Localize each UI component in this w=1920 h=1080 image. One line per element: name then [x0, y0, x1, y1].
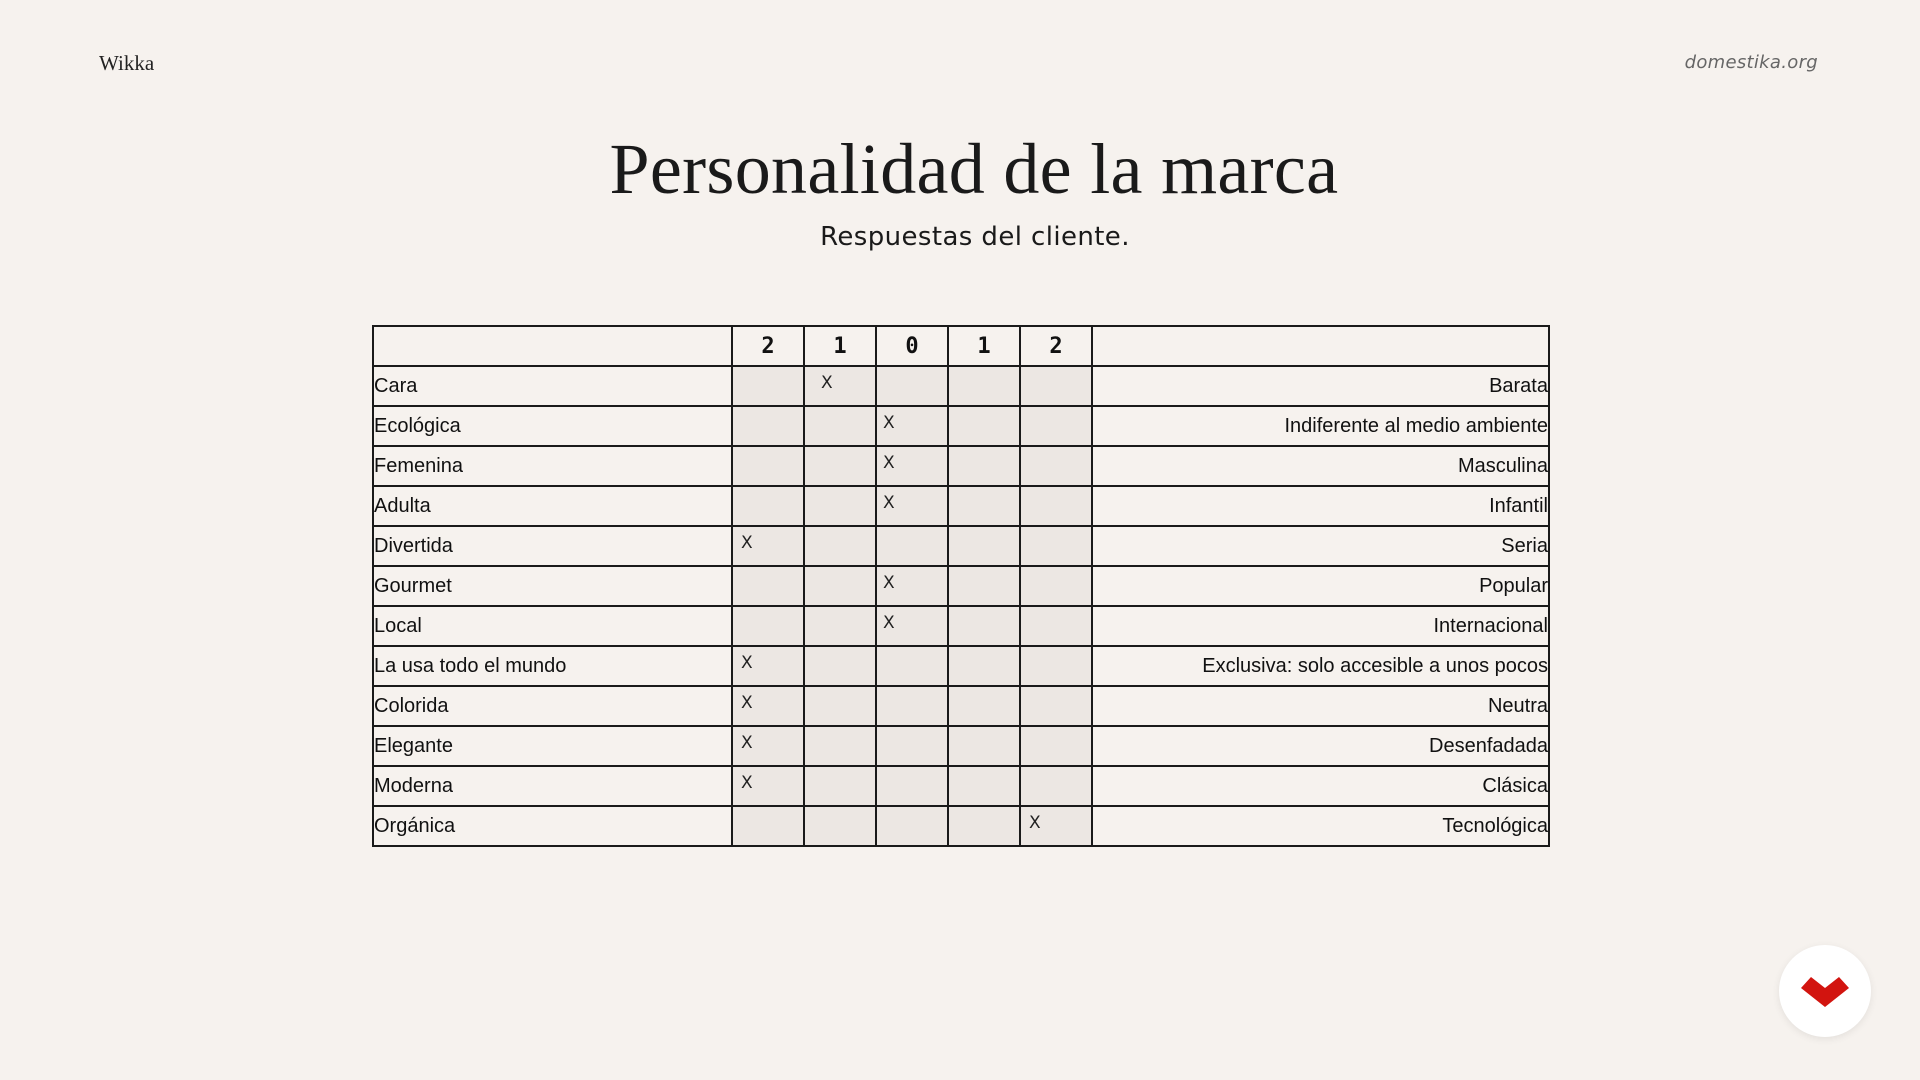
scale-cell[interactable]: [876, 766, 948, 806]
scale-cell[interactable]: [804, 686, 876, 726]
scale-header-cell: 0: [876, 326, 948, 366]
x-mark-icon: X: [741, 733, 753, 753]
scale-cell[interactable]: [732, 766, 804, 806]
scale-cell[interactable]: [1020, 606, 1092, 646]
scale-cell[interactable]: [732, 446, 804, 486]
table-row: [373, 366, 1549, 406]
table-row: [373, 566, 1549, 606]
right-attribute: Neutra: [1092, 686, 1549, 726]
scale-cell[interactable]: [1020, 526, 1092, 566]
scale-cell[interactable]: [732, 726, 804, 766]
header-empty-right: [1092, 326, 1549, 366]
left-attribute: Cara: [373, 366, 732, 406]
scale-cell[interactable]: [732, 566, 804, 606]
right-attribute: Popular: [1092, 566, 1549, 606]
scale-header-cell: 1: [804, 326, 876, 366]
table-row: [373, 486, 1549, 526]
scale-cell[interactable]: [732, 486, 804, 526]
scale-cell[interactable]: [804, 646, 876, 686]
right-attribute: Indiferente al medio ambiente: [1092, 406, 1549, 446]
scale-cell[interactable]: [1020, 486, 1092, 526]
scale-header-row: [373, 326, 1549, 366]
scale-cell[interactable]: [804, 446, 876, 486]
table-row: [373, 646, 1549, 686]
scale-cell[interactable]: [732, 366, 804, 406]
left-attribute: Divertida: [373, 526, 732, 566]
scale-cell[interactable]: [1020, 646, 1092, 686]
scale-cell[interactable]: [948, 566, 1020, 606]
scale-cell[interactable]: [948, 646, 1020, 686]
x-mark-icon: X: [883, 613, 895, 633]
scale-cell[interactable]: [804, 366, 876, 406]
x-mark-icon: X: [883, 413, 895, 433]
left-attribute: Colorida: [373, 686, 732, 726]
scale-cell[interactable]: [876, 406, 948, 446]
scale-cell[interactable]: [1020, 686, 1092, 726]
table-row: [373, 606, 1549, 646]
scale-cell[interactable]: [876, 686, 948, 726]
table-row: [373, 686, 1549, 726]
scale-cell[interactable]: [804, 486, 876, 526]
right-attribute: Clásica: [1092, 766, 1549, 806]
left-attribute: Moderna: [373, 766, 732, 806]
left-attribute: La usa todo el mundo: [373, 646, 732, 686]
scale-header-cell: 2: [1020, 326, 1092, 366]
left-attribute: Local: [373, 606, 732, 646]
left-attribute: Femenina: [373, 446, 732, 486]
scale-cell[interactable]: [948, 446, 1020, 486]
table-row: [373, 766, 1549, 806]
scale-header-cell: 2: [732, 326, 804, 366]
table-row: [373, 446, 1549, 486]
scale-cell[interactable]: [876, 646, 948, 686]
scale-cell[interactable]: [1020, 406, 1092, 446]
scale-cell[interactable]: [732, 806, 804, 846]
scale-cell[interactable]: [1020, 366, 1092, 406]
table-row: [373, 526, 1549, 566]
left-attribute: Adulta: [373, 486, 732, 526]
scale-cell[interactable]: [1020, 726, 1092, 766]
scale-cell[interactable]: [732, 606, 804, 646]
page-subtitle: Respuestas del cliente.: [820, 222, 1130, 252]
scale-cell[interactable]: [804, 566, 876, 606]
scale-cell[interactable]: [948, 726, 1020, 766]
table-row: [373, 806, 1549, 846]
x-mark-icon: X: [883, 453, 895, 473]
scale-cell[interactable]: [804, 406, 876, 446]
scale-cell[interactable]: [876, 726, 948, 766]
scale-cell[interactable]: [732, 526, 804, 566]
left-attribute: Gourmet: [373, 566, 732, 606]
scale-cell[interactable]: [876, 566, 948, 606]
table-row: [373, 406, 1549, 446]
scale-cell[interactable]: [876, 526, 948, 566]
scale-cell[interactable]: [876, 486, 948, 526]
x-mark-icon: X: [1029, 813, 1041, 833]
logo-shape: [1801, 977, 1849, 1007]
domestika-logo-button[interactable]: [1779, 945, 1871, 1037]
scale-cell[interactable]: [804, 606, 876, 646]
domestika-logo-icon: [1799, 973, 1851, 1009]
x-mark-icon: X: [883, 493, 895, 513]
x-mark-icon: X: [741, 693, 753, 713]
scale-cell[interactable]: [732, 406, 804, 446]
scale-cell[interactable]: [948, 406, 1020, 446]
right-attribute: Masculina: [1092, 446, 1549, 486]
scale-cell[interactable]: [876, 446, 948, 486]
scale-header-cell: 1: [948, 326, 1020, 366]
header-empty-left: [373, 326, 732, 366]
scale-cell[interactable]: [948, 526, 1020, 566]
scale-cell[interactable]: [948, 606, 1020, 646]
scale-cell[interactable]: [804, 526, 876, 566]
brand-name: Wikka: [99, 51, 155, 75]
scale-cell[interactable]: [1020, 446, 1092, 486]
scale-cell[interactable]: [948, 806, 1020, 846]
scale-cell[interactable]: [1020, 766, 1092, 806]
x-mark-icon: X: [883, 573, 895, 593]
right-attribute: Desenfadada: [1092, 726, 1549, 766]
right-attribute: Tecnológica: [1092, 806, 1549, 846]
scale-cell[interactable]: [804, 726, 876, 766]
scale-cell[interactable]: [876, 606, 948, 646]
site-url: domestika.org: [1684, 52, 1818, 73]
scale-cell[interactable]: [732, 646, 804, 686]
left-attribute: Elegante: [373, 726, 732, 766]
page-title: Personalidad de la marca: [609, 129, 1339, 209]
scale-cell[interactable]: [948, 366, 1020, 406]
scale-cell[interactable]: [1020, 566, 1092, 606]
right-attribute: Infantil: [1092, 486, 1549, 526]
scale-cell[interactable]: [948, 486, 1020, 526]
right-attribute: Barata: [1092, 366, 1549, 406]
scale-cell[interactable]: [876, 366, 948, 406]
right-attribute: Exclusiva: solo accesible a unos pocos: [1092, 646, 1549, 686]
table-row: [373, 726, 1549, 766]
scale-cell[interactable]: [948, 766, 1020, 806]
scale-cell[interactable]: [732, 686, 804, 726]
left-attribute: Ecológica: [373, 406, 732, 446]
scale-table-body: [373, 366, 1549, 846]
scale-cell[interactable]: [876, 806, 948, 846]
scale-cell[interactable]: [804, 806, 876, 846]
right-attribute: Internacional: [1092, 606, 1549, 646]
right-attribute: Seria: [1092, 526, 1549, 566]
left-attribute: Orgánica: [373, 806, 732, 846]
x-mark-icon: X: [741, 773, 753, 793]
scale-cell[interactable]: [948, 686, 1020, 726]
x-mark-icon: X: [821, 373, 833, 393]
x-mark-icon: X: [741, 653, 753, 673]
scale-cell[interactable]: [1020, 806, 1092, 846]
brand-personality-table: [372, 325, 1550, 847]
scale-cell[interactable]: [804, 766, 876, 806]
x-mark-icon: X: [741, 533, 753, 553]
